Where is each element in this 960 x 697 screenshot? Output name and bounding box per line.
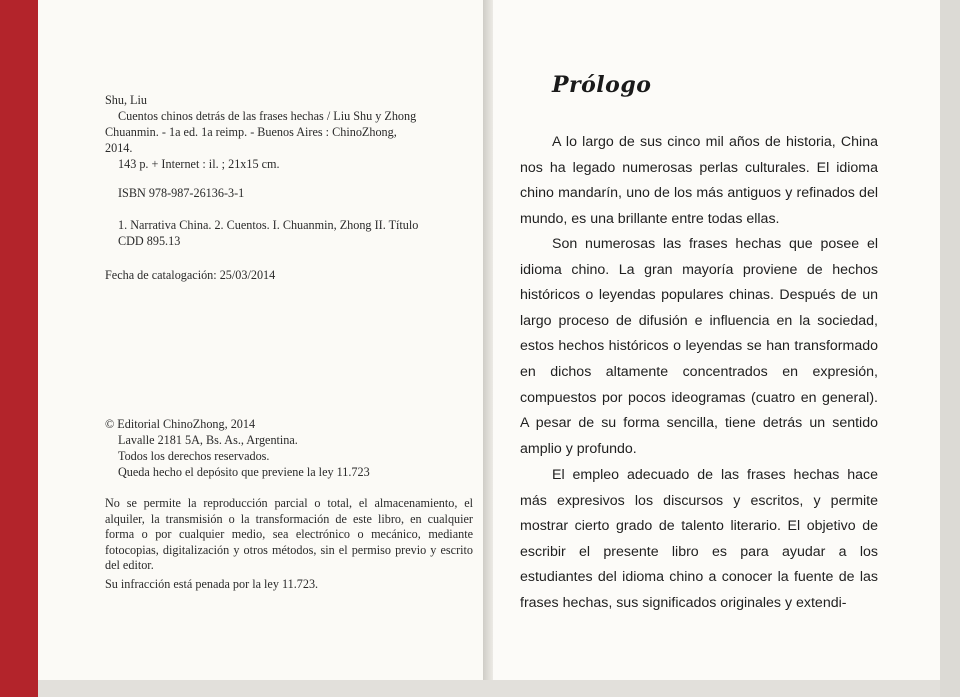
penalty-notice: Su infracción está penada por la ley 11.723. [105,577,319,591]
catalog-title-line-2: Chuanmin. - 1a ed. 1a reimp. - Buenos Aires : ChinoZhong, [105,125,397,139]
catalog-date: Fecha de catalogación: 25/03/2014 [105,268,276,282]
book-gutter [483,0,493,697]
page-bottom-edge [38,680,940,697]
rights-reserved: Todos los derechos reservados. [118,449,270,463]
publisher-address: Lavalle 2181 5A, Bs. As., Argentina. [118,433,298,447]
page-shadow [940,0,960,697]
prologue-heading: Prólogo [552,72,652,98]
prologue-paragraph-2: Son numerosas las frases hechas que posee el idioma chino. La gran mayoría proviene de hechos históricos o leyendas populares chinas. Después de un largo proceso de difusión e influencia en la sociedad, estos hechos históricos o leyendas se han transformado en dichos altamente concentrados en expresión, compuestos por pocos ideogramas (cuatro en general). A pesar de su forma sencilla, tiene detrás un sentido amplio y profundo. [520,236,878,457]
catalog-title-line-3: 2014. [105,141,133,155]
red-page-edge [0,0,38,697]
catalog-title-line-1: Cuentos chinos detrás de las frases hechas / Liu Shu y Zhong [118,109,417,123]
catalog-extent: 143 p. + Internet : il. ; 21x15 cm. [118,157,280,171]
prologue-paragraph-1: A lo largo de sus cinco mil años de historia, China nos ha legado numerosas perlas culturales. El idioma chino mandarín, uno de los más antiguos y refinados del mundo, es una brillante entre todas ellas. [520,134,878,227]
prologue-paragraph-3: El empleo adecuado de las frases hechas hace más expresivos los discursos y escritos, y permite mostrar cierto grado de talento literario. El objetivo de escribir el presente libro es para ayudar a los estudiantes del idioma chino a conocer la fuente de las frases hechas, sus significados originales y extendi- [520,467,878,611]
copyright-line: © Editorial ChinoZhong, 2014 [105,417,256,431]
reproduction-notice: No se permite la reproducción parcial o total, el almacenamiento, el alquiler, la transmisión o la transformación de este libro, en cualquier forma o por cualquier medio, sea electrónico o mecánico, mediante fotocopias, digitalización y otros métodos, sin el permiso previo y escrito del editor. [105,496,473,572]
catalog-isbn: ISBN 978-987-26136-3-1 [118,186,245,200]
catalog-cdd: CDD 895.13 [118,234,181,248]
catalog-subjects: 1. Narrativa China. 2. Cuentos. I. Chuanmin, Zhong II. Título [118,218,419,232]
legal-deposit: Queda hecho el depósito que previene la ley 11.723 [118,465,370,479]
catalog-author: Shu, Liu [105,93,147,107]
